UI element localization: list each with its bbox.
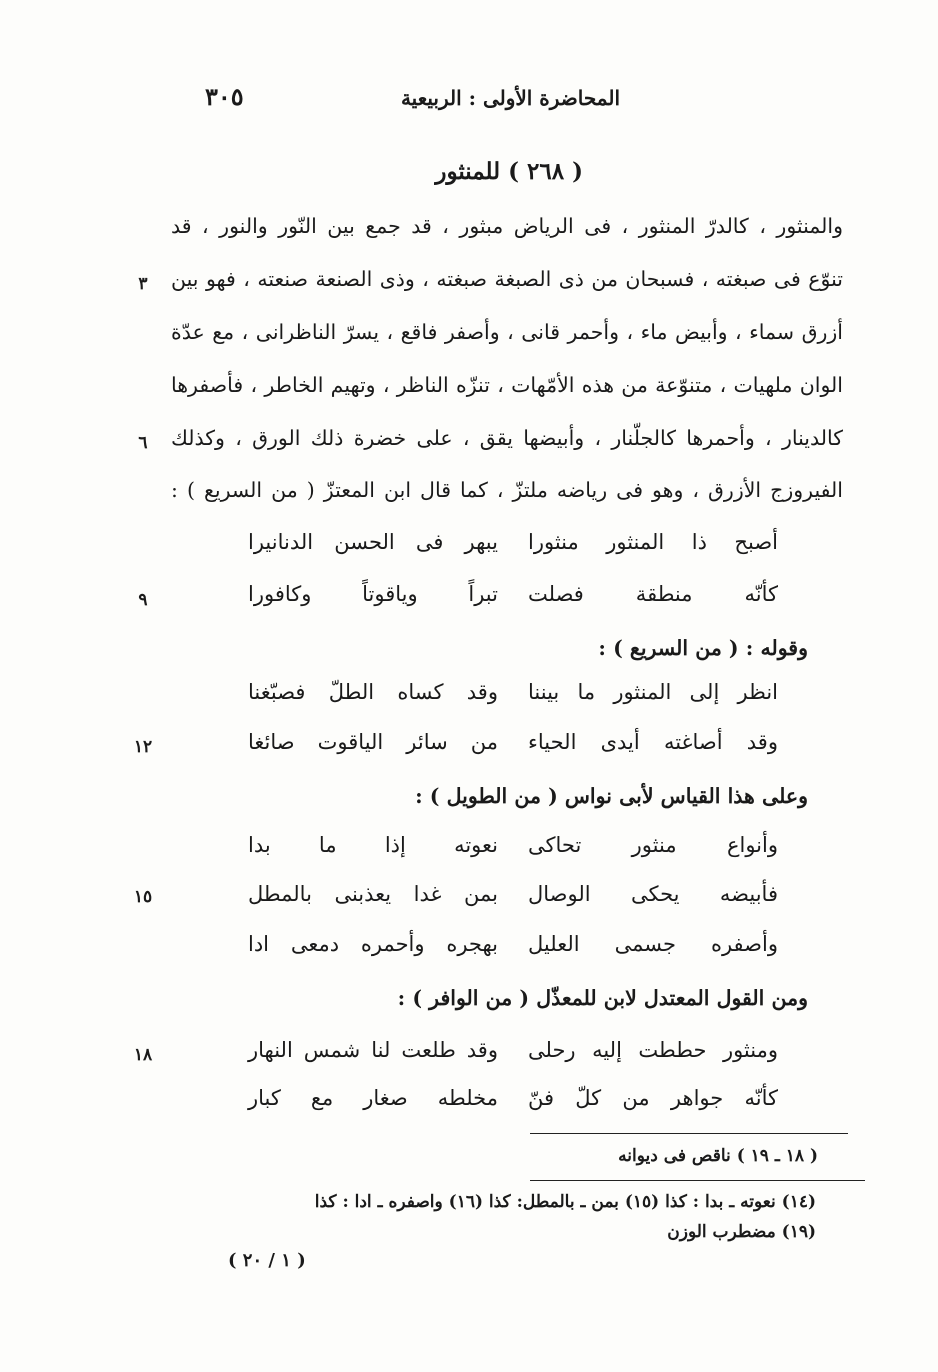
footnote: ( ١٨ ـ ١٩ ) ناقص فى ديوانه [618, 1146, 818, 1166]
section-title: ( ٢٦٨ ) للمنثور [435, 158, 583, 185]
verse-intro: وعلى هذا القياس لأبى نواس ( من الطويل ) : [415, 784, 808, 808]
verse-first-hemistich: وأنواع منثور تحاكى [528, 833, 778, 857]
line-number: ٣ [138, 274, 148, 294]
line-number: ٦ [138, 433, 148, 453]
page-number: ٣٠٥ [205, 82, 244, 111]
verse-line [248, 882, 778, 906]
prose-line: الوان ملهيات ، متنوّعة من هذه الأمّهات ، تنزّه الناظر ، وتهيم الخاطر ، فأصفرها [171, 373, 843, 397]
line-number: ١٨ [133, 1045, 153, 1065]
verse-second-hemistich: يبهر فى الحسن الدنانيرا [248, 530, 498, 554]
verse-first-hemistich: كأنّه جواهر من كلّ فنّ [528, 1086, 778, 1110]
prose-line: الفيروزج الأزرق ، وهو فى رياضه ملتزّ ، كما قال ابن المعتزّ ( من السريع ) : [171, 478, 843, 502]
verse-intro: وقوله : ( من السريع ) : [598, 636, 808, 660]
prose-line: تنوّع فى صبغته ، فسبحان من ذى الصبغة صبغته ، وذى الصنعة صنعته ، فهو بين [171, 267, 843, 291]
footnote-rule [530, 1133, 848, 1134]
prose-line: أزرق سماء ، وأبيض ماء ، وأحمر قانى ، وأصفر فاقع ، يسرّ الناظرانى ، مع عدّة [171, 320, 843, 344]
verse-line [248, 1038, 778, 1062]
verse-second-hemistich: بهجره وأحمره دمعى ادا [248, 932, 498, 956]
verse-second-hemistich: من سائر الياقوت صائغا [248, 730, 498, 754]
verse-intro: ومن القول المعتدل لابن للمعذّل ( من الوافر ) : [397, 986, 808, 1010]
verse-line [248, 833, 778, 857]
verse-first-hemistich: وأصفره جسمى العليل [528, 932, 778, 956]
footnote: (١٩) مضطرب الوزن [667, 1222, 816, 1242]
verse-second-hemistich: وقد كساه الطلّ فصبّغنا [248, 680, 498, 704]
running-header-title: المحاضرة الأولى : الربيعية [400, 86, 620, 110]
verse-second-hemistich: تبراً وياقوتاً وكافورا [248, 582, 498, 606]
verse-first-hemistich: أصبح ذا المنثور منثورا [528, 530, 778, 554]
footnote: (١٤) نعوته ـ بدا : كذا (١٥) بمن ـ بالمطل: كذا (١٦) واصفره ـ ادا : كذا [314, 1192, 816, 1212]
verse-first-hemistich: ومنثور حططت إليه رحلى [528, 1038, 778, 1062]
verse-line [248, 932, 778, 956]
line-number: ١٥ [133, 887, 153, 907]
verse-second-hemistich: وقد طلعت لنا شمس النهار [248, 1038, 498, 1062]
prose-line: كالدينار ، وأحمرها كالجلّنار ، وأبيضها يقق ، على خضرة ذلك الورق ، وكذلك [171, 426, 843, 450]
verse-line [248, 1086, 778, 1110]
verse-line [248, 680, 778, 704]
signature-mark: ( ١ / ٢٠ ) [228, 1250, 306, 1271]
footnote-rule [530, 1180, 865, 1181]
line-number: ٩ [138, 590, 148, 610]
verse-line [248, 582, 778, 606]
prose-line: والمنثور ، كالدرّ المنثور ، فى الرياض مبثور ، قد جمع بين النّور والنور ، قد [171, 214, 843, 238]
verse-second-hemistich: نعوته إذا ما بدا [248, 833, 498, 857]
verse-second-hemistich: مخلطه صغار مع كبار [248, 1086, 498, 1110]
verse-first-hemistich: انظر إلى المنثور ما بيننا [528, 680, 778, 704]
verse-line [248, 530, 778, 554]
verse-first-hemistich: وقد أصاغته أيدى الحياء [528, 730, 778, 754]
verse-second-hemistich: بمن غدا يعذبنى بالمطل [248, 882, 498, 906]
verse-line [248, 730, 778, 754]
verse-first-hemistich: كأنّه منطقة فصلت [528, 582, 778, 606]
line-number: ١٢ [133, 737, 153, 757]
verse-first-hemistich: فأبيضه يحكى الوصال [528, 882, 778, 906]
